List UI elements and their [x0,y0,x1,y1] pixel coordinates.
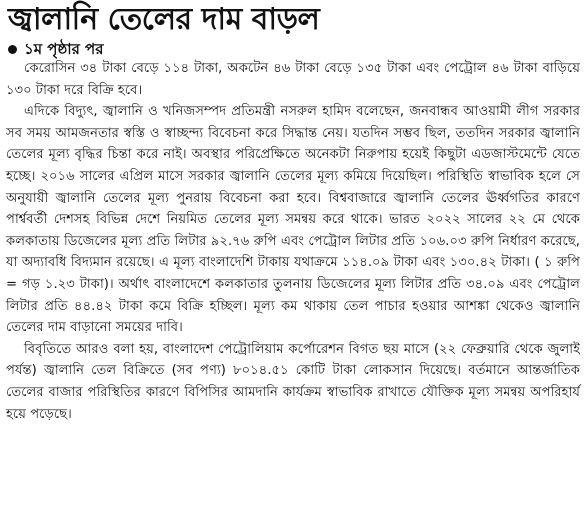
paragraph-1: কেরোসিন ৩৪ টাকা বেড়ে ১১৪ টাকা, অকটেন ৪৬ টাকা বেড়ে ১৩৫ টাকা এবং পেট্রোল ৪৬ টাকা বাড়িয়ে ১৩০ টাকা দরে বিক্রি হবে। [6,61,580,98]
headline: জ্বালানি তেলের দাম বাড়ল [8,2,320,37]
paragraph-2: এদিকে বিদ্যুৎ, জ্বালানি ও খনিজসম্পদ প্রতিমন্ত্রী নসরুল হামিদ বলেছেন, জনবান্ধব আওয়ামী লীগ সরকার সব সময় আমজনতার স্বস্তি ও স্বাচ্ছন্দ্য বিবেচনা করে সিদ্ধান্ত নেয়। যতদিন সম্ভব ছিল, ততদিন সরকার জ্বালানি তেলের মূল্য বৃদ্ধির চিন্তা করে নাই। অবস্থার পরিপ্রেক্ষিতে অনেকটা নিরুপায় হয়েই কিছুটা এডজাস্টমেন্টে যেতে হচ্ছে। ২০১৬ সালের এপ্রিল মাসে সরকার জ্বালানি তেলের মূল্য কমিয়ে দিয়েছিল। পরিস্থিতি স্বাভাবিক হলে সে অনুযায়ী জ্বালানি তেলের মূল্য পুনরায় বিবেচনা করা হবে। বিশ্ববাজারে জ্বালানি তেলের ঊর্ধ্বগতির কারণে পার্শ্ববর্তী দেশসহ বিভিন্ন দেশে নিয়মিত তেলের মূল্য সমন্বয় করে থাকে। ভারত ২০২২ সালের ২২ মে থেকে কলকাতায় ডিজেলের মূল্য প্রতি লিটার ৯২.৭৬ রুপি এবং পেট্রোল লিটার প্রতি ১০৬.০৩ রুপি নির্ধারণ করেছে, যা অদ্যাবধি বিদ্যমান রয়েছে। এ মূল্য বাংলাদেশি টাকায় যথাক্রমে ১১৪.০৯ টাকা এবং ১৩০.৪২ টাকা। ( ১ রুপি = গড় ১.২৩ টাকা)। অর্থাৎ বাংলাদেশে কলকাতার তুলনায় ডিজেলের মূল্য লিটার প্রতি ৩৪.০৯ এবং পেট্রোল লিটার প্রতি ৪৪.৪২ টাকা কমে বিক্রি হচ্ছিল। মূল্য কম থাকায় তেল পাচার হওয়ার আশঙ্কা থেকেও জ্বালানি তেলের দাম বাড়ানো সময়ের দাবি। [6,104,581,336]
bullet-icon [8,45,17,54]
paragraph-3: বিবৃতিতে আরও বলা হয়, বাংলাদেশ পেট্রোলিয়াম কর্পোরেশন বিগত ছয় মাসে (২২ ফেব্রুয়ারি থেকে জুলাই পর্যন্ত) জ্বালানি তেল বিক্রিতে (সব পণ্য) ৮০১৪.৫১ কোটি টাকা লোকসান দিয়েছে। বর্তমানে আন্তর্জাতিক তেলের বাজার পরিস্থিতির কারণে বিপিসির আমদানি কার্যক্রম স্বাভাবিক রাখাতে যৌক্তিক মূল্য সমন্বয় অপরিহার্য হয়ে পড়েছে। [6,341,580,422]
continuation-label: ১ম পৃষ্ঠার পর [24,40,104,58]
continuation-line [8,40,580,58]
article-body [6,58,580,425]
